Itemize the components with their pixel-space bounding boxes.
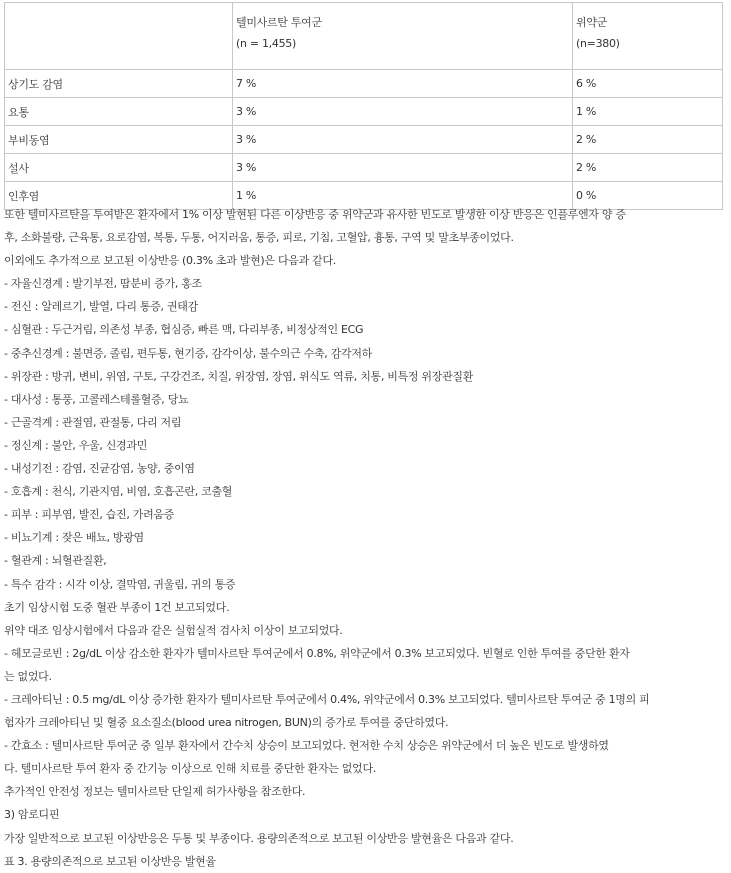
text-line: 이외에도 추가적으로 보고된 이상반응 (0.3% 초과 발현)은 다음과 같다. bbox=[4, 254, 336, 268]
placebo-value: 1 % bbox=[573, 98, 723, 126]
placebo-value: 2 % bbox=[573, 126, 723, 154]
text-line: - 심혈관 : 두근거림, 의존성 부종, 협심증, 빠른 맥, 다리부종, 비정상적인 ECG bbox=[4, 323, 364, 337]
text-line: - 자율신경계 : 발기부전, 땀분비 증가, 홍조 bbox=[4, 277, 202, 291]
text-line: - 전신 : 알레르기, 발열, 다리 통증, 권태감 bbox=[4, 300, 198, 314]
header-placebo-n: (n=380) bbox=[576, 37, 620, 50]
placebo-value: 0 % bbox=[573, 182, 723, 210]
row-label: 요통 bbox=[5, 98, 233, 126]
text-line: 초기 임상시험 도중 혈관 부종이 1건 보고되었다. bbox=[4, 600, 230, 614]
row-label: 부비동염 bbox=[5, 126, 233, 154]
text-line: - 혈관계 : 뇌혈관질환, bbox=[4, 554, 107, 568]
text-line: 추가적인 안전성 정보는 텔미사르탄 단일제 허가사항을 참조한다. bbox=[4, 785, 306, 799]
text-line: - 헤모글로빈 : 2g/dL 이상 감소한 환자가 텔미사르탄 투여군에서 0.8%, 위약군에서 0.3% 보고되었다. 빈혈로 인한 투여를 중단한 환자 bbox=[4, 646, 630, 660]
section-heading: 3) 암로디핀 bbox=[4, 808, 60, 822]
text-line: 후, 소화불량, 근육통, 요로감염, 복통, 두통, 어지러움, 통증, 피로, 기침, 고혈압, 흉통, 구역 및 말초부종이었다. bbox=[4, 231, 514, 245]
adverse-events-table bbox=[4, 2, 723, 210]
body-text bbox=[4, 203, 728, 873]
telmisartan-value: 1 % bbox=[233, 182, 573, 210]
telmisartan-value: 3 % bbox=[233, 126, 573, 154]
row-label: 상기도 감염 bbox=[5, 70, 233, 98]
text-line: - 피부 : 피부염, 발진, 습진, 가려움증 bbox=[4, 508, 175, 522]
table-row bbox=[5, 154, 723, 182]
text-line: 는 없었다. bbox=[4, 669, 52, 683]
text-line: - 특수 감각 : 시각 이상, 결막염, 귀울림, 귀의 통증 bbox=[4, 577, 236, 591]
header-telmisartan-title: 텔미사르탄 투여군 bbox=[236, 16, 322, 29]
text-line: - 근골격계 : 관절염, 관절통, 다리 저림 bbox=[4, 415, 182, 429]
text-line: 또한 텔미사르탄을 투여받은 환자에서 1% 이상 발현된 다른 이상반응 중 위약군과 유사한 빈도로 발생한 이상 반응은 인플루엔자 양 증 bbox=[4, 208, 626, 221]
table-row bbox=[5, 126, 723, 154]
text-line: - 호흡계 : 천식, 기관지염, 비염, 호흡곤란, 코출혈 bbox=[4, 485, 233, 499]
text-line: - 비뇨기계 : 잦은 배뇨, 방광염 bbox=[4, 531, 144, 545]
telmisartan-value: 3 % bbox=[233, 98, 573, 126]
row-label: 설사 bbox=[5, 154, 233, 182]
text-line: - 내성기전 : 감염, 진균감염, 농양, 중이염 bbox=[4, 462, 195, 476]
row-label: 인후염 bbox=[5, 182, 233, 210]
text-line: - 간효소 : 텔미사르탄 투여군 중 일부 환자에서 간수치 상승이 보고되었다. 현저한 수치 상승은 위약군에서 더 높은 빈도로 발생하였 bbox=[4, 739, 609, 753]
text-line: - 정신계 : 불안, 우울, 신경과민 bbox=[4, 438, 148, 452]
table-row bbox=[5, 98, 723, 126]
header-cell-telmisartan bbox=[233, 3, 573, 70]
header-cell-placebo bbox=[573, 3, 723, 70]
text-line: 다. 텔미사르탄 투여 환자 중 간기능 이상으로 인해 치료를 중단한 환자는 없었다. bbox=[4, 762, 376, 776]
header-placebo-title: 위약군 bbox=[576, 16, 607, 29]
text-line: - 대사성 : 통풍, 고콜레스테롤혈증, 당뇨 bbox=[4, 392, 189, 406]
telmisartan-value: 7 % bbox=[233, 70, 573, 98]
header-cell-empty bbox=[5, 3, 233, 70]
text-line: 험자가 크레아티닌 및 혈중 요소질소(blood urea nitrogen, BUN)의 증가로 투여를 중단하였다. bbox=[4, 716, 449, 730]
text-line: 위약 대조 임상시험에서 다음과 같은 실험실적 검사치 이상이 보고되었다. bbox=[4, 623, 343, 637]
placebo-value: 6 % bbox=[573, 70, 723, 98]
text-line: - 위장관 : 방귀, 변비, 위염, 구토, 구강건조, 치질, 위장염, 장염, 위식도 역류, 치통, 비특정 위장관질환 bbox=[4, 369, 474, 383]
text-line: - 중추신경계 : 불면증, 졸림, 편두통, 현기증, 감각이상, 불수의근 수축, 감각저하 bbox=[4, 346, 372, 360]
text-line: 가장 일반적으로 보고된 이상반응은 두통 및 부종이다. 용량의존적으로 보고된 이상반응 발현율은 다음과 같다. bbox=[4, 831, 514, 845]
telmisartan-value: 3 % bbox=[233, 154, 573, 182]
table-caption: 표 3. 용량의존적으로 보고된 이상반응 발현율 bbox=[4, 854, 216, 868]
placebo-value: 2 % bbox=[573, 154, 723, 182]
header-telmisartan-n: (n = 1,455) bbox=[236, 37, 296, 50]
text-line: - 크레아티닌 : 0.5 mg/dL 이상 증가한 환자가 텔미사르탄 투여군에서 0.4%, 위약군에서 0.3% 보고되었다. 텔미사르탄 투여군 중 1명의 피 bbox=[4, 692, 650, 706]
table-header-row bbox=[5, 3, 723, 70]
table-row bbox=[5, 70, 723, 98]
